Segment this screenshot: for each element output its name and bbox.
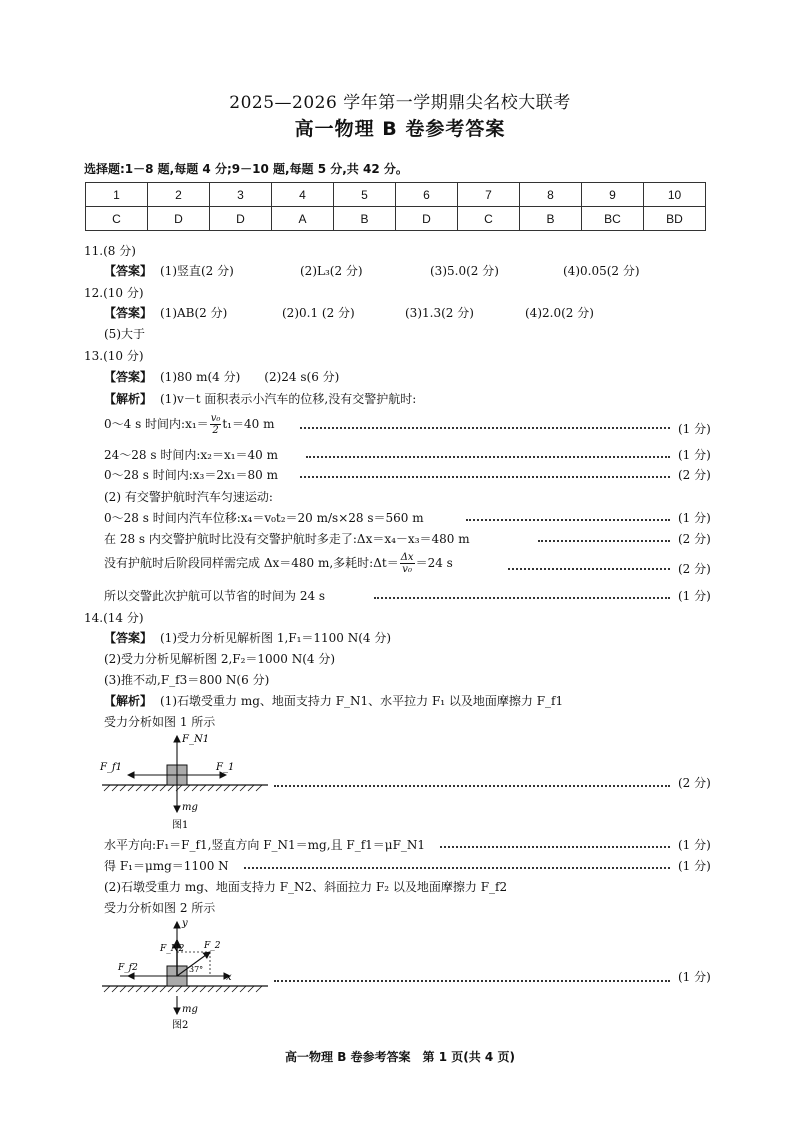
q14-step-4: 受力分析如图 2 所示 [104,901,216,915]
force-diagram-1 [98,730,278,835]
q13-step-2: 24～28 s 时间内:x₂＝x₁＝40 m [104,448,278,462]
q11-answer-tag: 【答案】 [104,264,153,278]
q14-heading: 14.(14 分) [84,611,144,625]
q13-answer: (1)80 m(4 分) (2)24 s(6 分) [160,370,340,384]
table-cell: 5 [334,183,396,207]
step-text: ＝24 s [415,556,453,570]
label-y-axis: y [182,918,188,929]
dot-leader [374,597,670,599]
dot-leader [300,427,670,429]
ground-hatch [104,986,262,992]
dot-leader [244,867,670,869]
q11-answer-3: (3)5.0(2 分) [430,264,499,278]
q12-answer-1: (1)AB(2 分) [160,306,228,320]
q13-step-7 [104,552,453,575]
label-gravity: mg [182,802,198,813]
q11-answer-2: (2)L₃(2 分) [300,264,363,278]
answer-row [86,207,706,231]
table-cell: BC [582,207,644,231]
q12-answer-tag: 【答案】 [104,306,153,320]
label-pull-force: F_2 [204,941,221,951]
dot-leader [306,456,670,458]
dot-leader [508,568,670,570]
q13-step-1 [104,413,274,436]
ground-hatch [104,785,262,791]
q14-step-3: (2)石墩受重力 mg、地面支持力 F_N2、斜面拉力 F₂ 以及地面摩擦力 F_f2 [104,880,508,894]
fraction-denominator: 2 [212,425,219,436]
q14-analysis-1: (1)石墩受重力 mg、地面支持力 F_N1、水平拉力 F₁ 以及地面摩擦力 F_f1 [160,694,564,708]
question-number-row [86,183,706,207]
label-x-axis: x [226,972,232,983]
label-friction: F_f1 [100,762,123,773]
figure-caption: 图2 [172,1020,189,1031]
label-angle: 37° [189,965,204,974]
q13-step-5: 0～28 s 时间内汽车位移:x₄＝v₀t₂＝20 m/s×28 s＝560 m [104,511,424,525]
step-text: 0～4 s 时间内:x₁＝ [104,417,209,431]
q14-analysis-2: 受力分析如图 1 所示 [104,715,216,729]
table-cell: B [334,207,396,231]
score: (2 分) [678,776,711,790]
q13-heading: 13.(10 分) [84,349,144,363]
score: (2 分) [678,468,711,482]
q11-answer-1: (1)竖直(2 分) [160,264,234,278]
q12-heading: 12.(10 分) [84,286,144,300]
q12-answer-4: (4)2.0(2 分) [525,306,594,320]
label-normal-force: F_N1 [182,734,210,745]
table-cell: D [396,207,458,231]
table-cell: B [520,207,582,231]
score: (1 分) [678,422,711,436]
q13-answer-tag: 【答案】 [104,370,153,384]
fraction [210,413,222,436]
q14-step-2: 得 F₁＝μmg＝1100 N [104,859,229,873]
label-normal-force: F_N2 [160,944,185,954]
label-pull-force: F_1 [216,762,235,773]
force-diagram-2 [98,916,278,1036]
fraction-denominator: v₀ [402,564,412,575]
dot-leader [274,980,670,982]
score: (2 分) [678,532,711,546]
score: (1 分) [678,448,711,462]
table-cell: 9 [582,183,644,207]
table-cell: 3 [210,183,272,207]
page-footer: 高一物理 B 卷参考答案 第 1 页(共 4 页) [285,1050,515,1064]
fraction [400,552,415,575]
answer-key-title: 高一物理 B 卷参考答案 [294,118,506,140]
q13-analysis-intro: (1)v－t 面积表示小汽车的位移,没有交警护航时: [160,392,417,406]
q11-answer-4: (4)0.05(2 分) [563,264,640,278]
table-cell: 1 [86,183,148,207]
q12-answer-3: (3)1.3(2 分) [405,306,474,320]
choice-score-note: 选择题:1－8 题,每题 4 分;9－10 题,每题 5 分,共 42 分。 [84,162,408,176]
score: (1 分) [678,859,711,873]
exam-title: 2025—2026 学年第一学期鼎尖名校大联考 [229,93,571,113]
dot-leader [274,785,670,787]
q14-step-1: 水平方向:F₁＝F_f1,竖直方向 F_N1＝mg,且 F_f1＝μF_N1 [104,838,426,852]
q13-step-3: 0～28 s 时间内:x₃＝2x₁＝80 m [104,468,278,482]
q14-answer-tag: 【答案】 [104,631,153,645]
choice-answer-table [85,182,706,231]
dot-leader [538,540,670,542]
table-cell: A [272,207,334,231]
dot-leader [440,846,670,848]
table-cell: 6 [396,183,458,207]
score: (2 分) [678,562,711,576]
figure-caption: 图1 [172,820,189,831]
table-cell: C [458,207,520,231]
table-cell: D [210,207,272,231]
step-text: t₁＝40 m [222,417,275,431]
q13-step-6: 在 28 s 内交警护航时比没有交警护航时多走了:Δx＝x₄－x₃＝480 m [104,532,470,546]
table-cell: 8 [520,183,582,207]
score: (1 分) [678,838,711,852]
q13-step-4: (2) 有交警护航时汽车匀速运动: [104,490,273,504]
q14-analysis-tag: 【解析】 [104,694,153,708]
fraction-numerator: Δx [400,552,414,563]
q14-answer-3: (3)推不动,F_f3＝800 N(6 分) [104,673,270,687]
score: (1 分) [678,511,711,525]
fraction-numerator: v₀ [210,413,221,424]
table-cell: C [86,207,148,231]
q13-analysis-tag: 【解析】 [104,392,153,406]
dot-leader [466,519,670,521]
table-cell: 4 [272,183,334,207]
table-cell: 10 [644,183,706,207]
q11-heading: 11.(8 分) [84,244,136,258]
q12-answer-2: (2)0.1 (2 分) [282,306,355,320]
dot-leader [300,476,670,478]
table-cell: 7 [458,183,520,207]
q14-answer-1: (1)受力分析见解析图 1,F₁＝1100 N(4 分) [160,631,392,645]
q13-conclusion: 所以交警此次护航可以节省的时间为 24 s [104,589,326,603]
score: (1 分) [678,589,711,603]
step-text: 没有护航时后阶段同样需完成 Δx＝480 m,多耗时:Δt＝ [104,556,399,570]
table-cell: BD [644,207,706,231]
table-cell: 2 [148,183,210,207]
score: (1 分) [678,970,711,984]
q14-answer-2: (2)受力分析见解析图 2,F₂＝1000 N(4 分) [104,652,336,666]
label-gravity: mg [182,1004,198,1015]
label-friction: F_f2 [118,963,138,973]
q12-answer-5: (5)大于 [104,327,145,341]
table-cell: D [148,207,210,231]
